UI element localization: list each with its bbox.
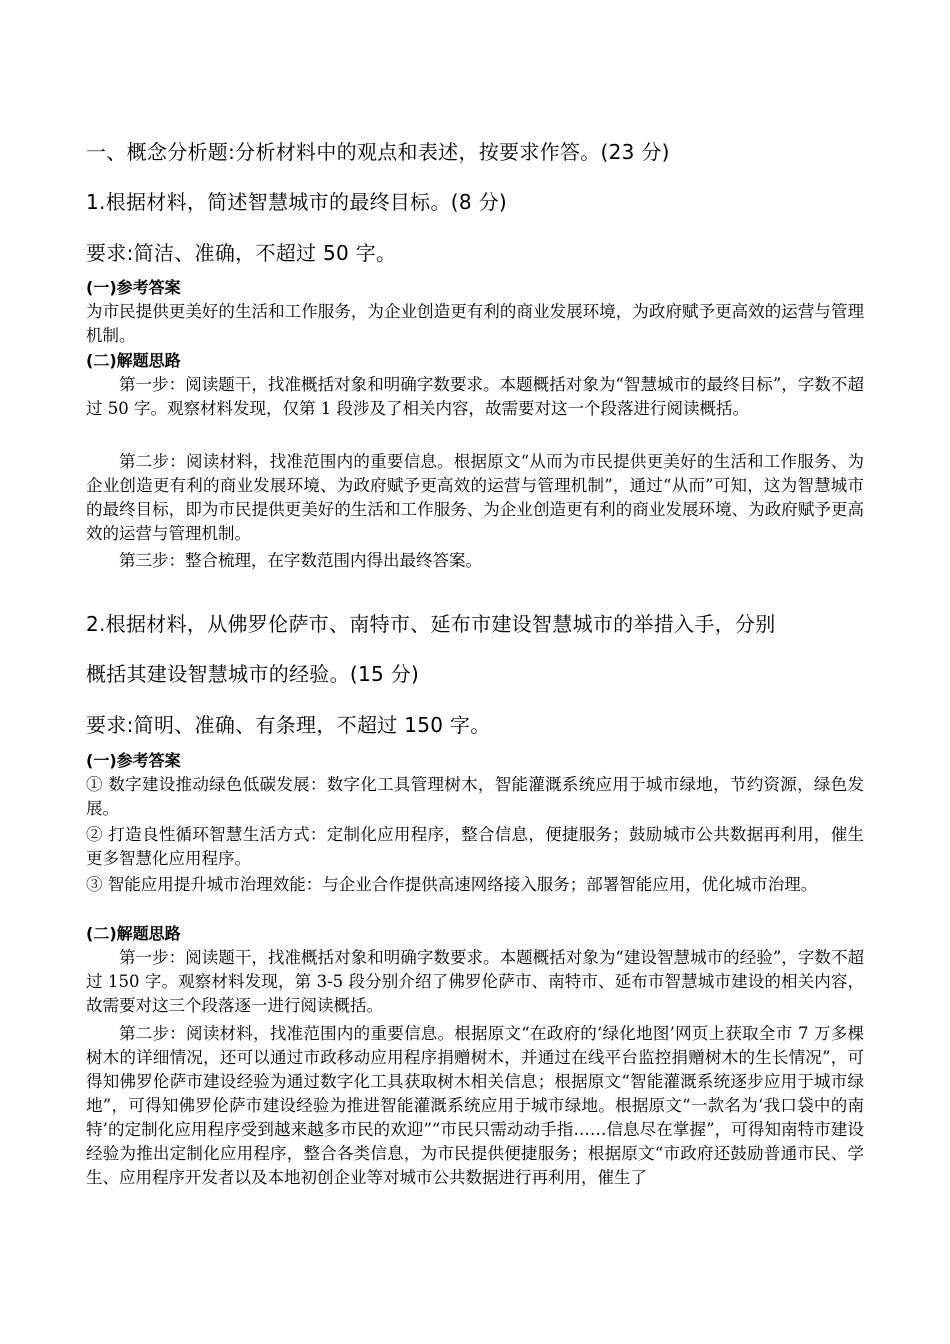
question-1: 1.根据材料，简述智慧城市的最终目标。(8 分) xyxy=(86,190,507,214)
q1-approach-heading: (二)解题思路 xyxy=(86,351,181,370)
q2-answer-item-2: ② 打造良性循环智慧生活方式：定制化应用程序，整合信息，便捷服务；鼓励城市公共数据再利用，催生更多智慧化应用程序。 xyxy=(86,825,864,868)
q1-answer-text: 为市民提供更美好的生活和工作服务，为企业创造更有利的商业发展环境，为政府赋予更高效的运营与管理机制。 xyxy=(86,302,864,345)
q1-step-3: 第三步：整合梳理，在字数范围内得出最终答案。 xyxy=(119,551,482,570)
q1-step-1: 第一步：阅读题干，找准概括对象和明确字数要求。本题概括对象为“智慧城市的最终目标”，字数不超过 50 字。观察材料发现，仅第 1 段涉及了相关内容，故需要对这一个段落进行阅读概括。 xyxy=(86,375,864,418)
question-2-requirement: 要求:简明、准确、有条理，不超过 150 字。 xyxy=(86,713,491,737)
q2-answer-item-3: ③ 智能应用提升城市治理效能：与企业合作提供高速网络接入服务；部署智能应用，优化城市治理。 xyxy=(86,875,818,894)
q2-step-2: 第二步：阅读材料，找准范围内的重要信息。根据原文“在政府的‘绿化地图’网页上获取全市 7 万多棵树木的详细情况，还可以通过市政移动应用程序捐赠树木，并通过在线平台监控捐赠树木的生长情况”，可得知佛罗伦萨市建设经验为通过数字化工具获取树木相关信息；根据原文“智能灌溉系统逐步应用于城市绿地”，可得知佛罗伦萨市建设经验为推进智能灌溉系统应用于城市绿地。根据原文“一款名为‘我口袋中的南特’的定制化应用程序受到越来越多市民的欢迎”“市民只需动动手指……信息尽在掌握”，可得知南特市建设经验为推出定制化应用程序，整合各类信息，为市民提供便捷服务；根据原文“市政府还鼓励普通市民、学生、应用程序开发者以及本地初创企业等对城市公共数据进行再利用，催生了 xyxy=(86,1024,864,1187)
question-2-line-2: 概括其建设智慧城市的经验。(15 分) xyxy=(86,662,420,686)
section-heading: 一、概念分析题:分析材料中的观点和表述，按要求作答。(23 分) xyxy=(86,140,670,164)
q2-answer-item-1: ① 数字建设推动绿色低碳发展：数字化工具管理树木，智能灌溉系统应用于城市绿地，节约资源，绿色发展。 xyxy=(86,775,864,818)
q2-answer-heading: (一)参考答案 xyxy=(86,751,181,770)
q1-answer-heading: (一)参考答案 xyxy=(86,278,181,297)
question-1-requirement: 要求:简洁、准确，不超过 50 字。 xyxy=(86,241,397,265)
q2-step-1: 第一步：阅读题干，找准概括对象和明确字数要求。本题概括对象为“建设智慧城市的经验”，字数不超过 150 字。观察材料发现，第 3-5 段分别介绍了佛罗伦萨市、南特市、延布市智慧城市建设的相关内容，故需要对这三个段落逐一进行阅读概括。 xyxy=(86,948,864,1015)
question-2-line-1: 2.根据材料，从佛罗伦萨市、南特市、延布市建设智慧城市的举措入手，分别 xyxy=(86,612,776,636)
q2-approach-heading: (二)解题思路 xyxy=(86,924,181,943)
q1-step-2: 第二步：阅读材料，找准范围内的重要信息。根据原文“从而为市民提供更美好的生活和工作服务、为企业创造更有利的商业发展环境、为政府赋予更高效的运营与管理机制”，通过“从而”可知，这为智慧城市的最终目标，即为市民提供更美好的生活和工作服务、为企业创造更有利的商业发展环境、为政府赋予更高效的运营与管理机制。 xyxy=(86,452,864,543)
